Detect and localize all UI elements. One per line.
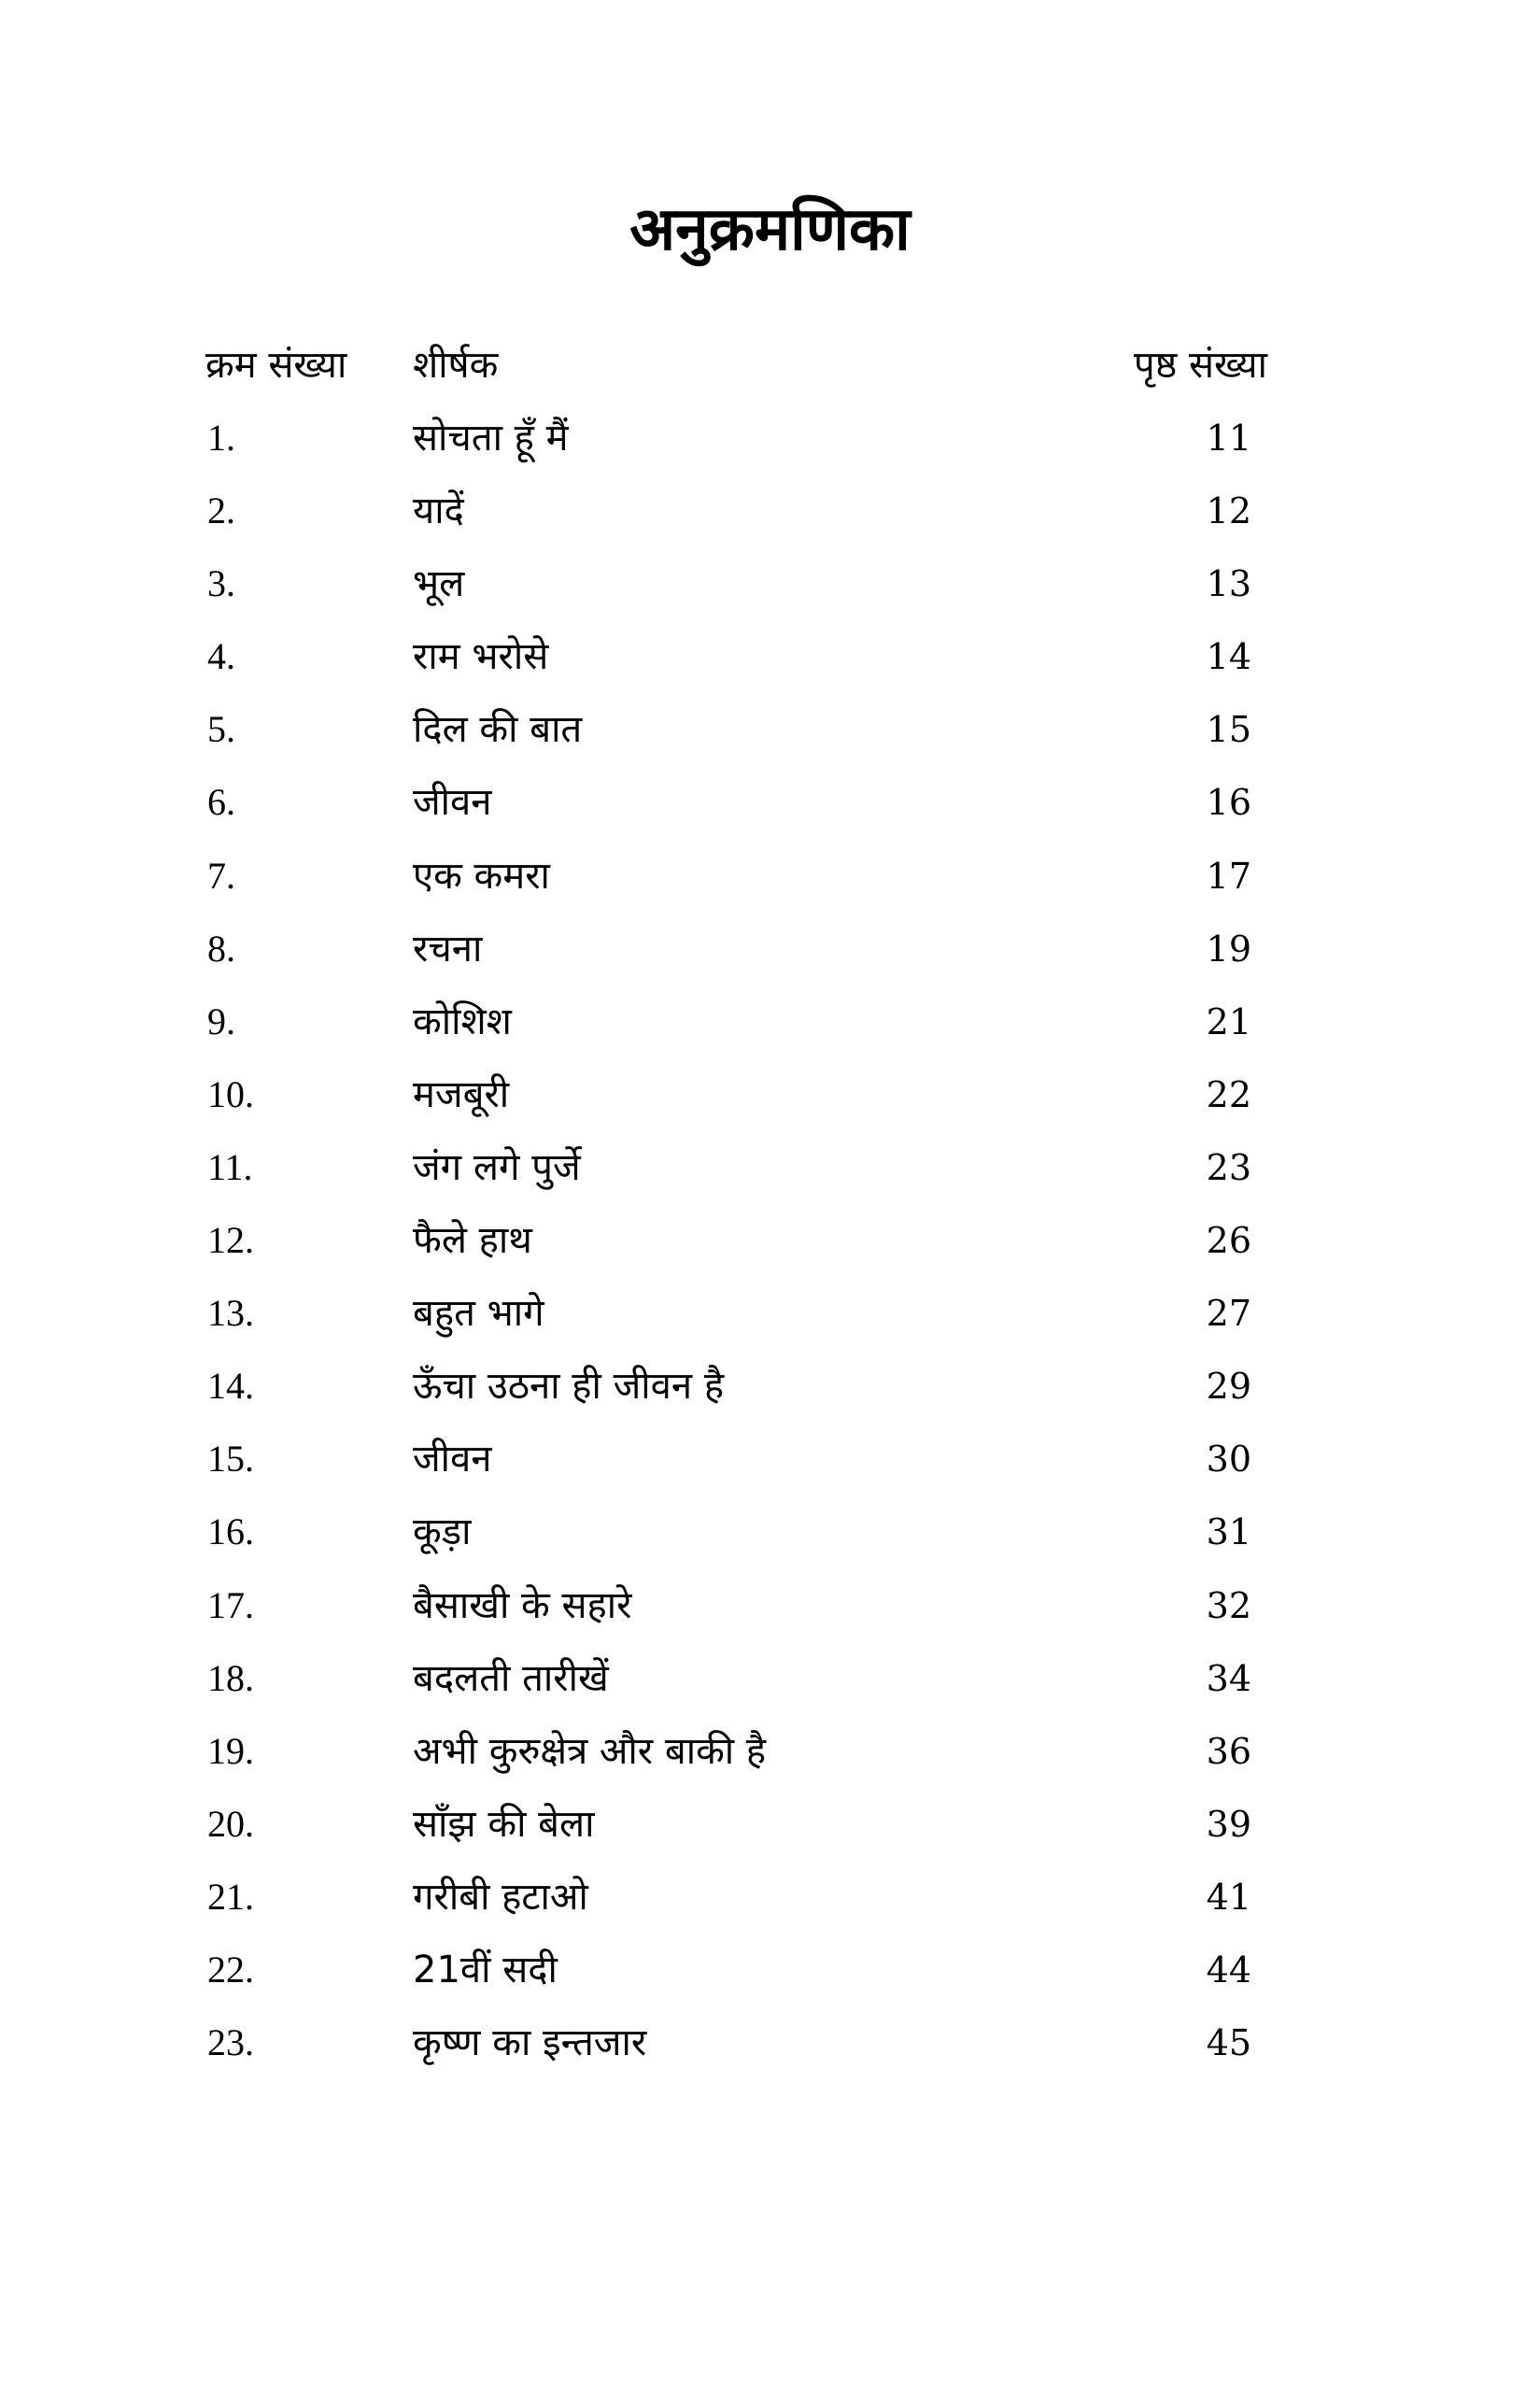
entry-page: 34 (1206, 1657, 1251, 1699)
entry-title: कूड़ा (413, 1510, 472, 1554)
entry-number: 12. (207, 1219, 254, 1262)
entry-number: 6. (207, 781, 235, 824)
toc-entry[interactable] (0, 402, 1540, 475)
entry-title: जीवन (413, 781, 492, 825)
toc-entry[interactable] (0, 1861, 1540, 1934)
entry-number: 19. (207, 1729, 254, 1772)
toc-entry[interactable] (0, 1495, 1540, 1568)
entry-page: 44 (1206, 1949, 1251, 1991)
entry-page: 41 (1206, 1876, 1251, 1918)
entry-page: 30 (1206, 1439, 1251, 1481)
entry-page: 29 (1206, 1366, 1251, 1408)
entry-title: एक कमरा (413, 854, 550, 898)
entry-number: 16. (207, 1510, 254, 1553)
entry-title: जंग लगे पुर्जे (413, 1145, 581, 1189)
page-title: अनुक्रमणिका (629, 195, 911, 264)
entry-page: 36 (1206, 1730, 1251, 1772)
entry-title: राम भरोसे (413, 635, 549, 679)
toc-entry[interactable] (0, 1423, 1540, 1495)
entry-number: 7. (207, 854, 235, 897)
entry-page: 11 (1206, 418, 1251, 459)
entry-number: 9. (207, 999, 235, 1042)
toc-entry[interactable] (0, 693, 1540, 766)
entry-number: 5. (207, 708, 235, 751)
toc-entry[interactable] (0, 1569, 1540, 1642)
entry-page: 17 (1206, 855, 1251, 897)
toc-entry[interactable] (0, 1277, 1540, 1350)
entry-number: 4. (207, 635, 235, 678)
entry-title: साँझ की बेला (413, 1802, 595, 1846)
entry-page: 13 (1206, 563, 1251, 605)
toc-entry[interactable] (0, 766, 1540, 839)
toc-entry[interactable] (0, 475, 1540, 547)
entry-page: 19 (1206, 928, 1251, 970)
entry-title: दिल की बात (413, 708, 583, 752)
header-page-number: पृष्ठ संख्या (1134, 344, 1267, 387)
entry-number: 18. (207, 1656, 254, 1699)
entry-number: 3. (207, 562, 235, 605)
toc-entry[interactable] (0, 1788, 1540, 1861)
entry-title: भूल (413, 562, 465, 606)
entry-title: मजबूरी (413, 1072, 510, 1116)
toc-entry[interactable] (0, 1715, 1540, 1788)
entry-page: 39 (1206, 1803, 1251, 1845)
toc-entry[interactable] (0, 840, 1540, 913)
entry-page: 15 (1206, 709, 1251, 751)
entry-title: ऊँचा उठना ही जीवन है (413, 1365, 725, 1409)
entry-page: 16 (1206, 782, 1251, 824)
entry-page: 23 (1206, 1146, 1251, 1188)
entry-page: 31 (1206, 1511, 1251, 1553)
toc-entry[interactable] (0, 2006, 1540, 2079)
toc-header-row (0, 333, 1540, 398)
entry-page: 27 (1206, 1293, 1251, 1335)
toc-entry[interactable] (0, 1204, 1540, 1277)
toc-entry[interactable] (0, 1350, 1540, 1423)
toc-entry[interactable] (0, 913, 1540, 985)
header-serial-number: क्रम संख्या (205, 344, 347, 387)
entry-number: 8. (207, 927, 235, 970)
entry-title: कोशिश (413, 999, 512, 1043)
entry-title: बहुत भागे (413, 1292, 544, 1336)
entry-title: बैसाखी के सहारे (413, 1583, 632, 1627)
toc-entry[interactable] (0, 1934, 1540, 2006)
header-title: शीर्षक (413, 344, 499, 387)
entry-number: 17. (207, 1583, 254, 1626)
entry-page: 14 (1206, 636, 1251, 678)
toc-entry[interactable] (0, 620, 1540, 693)
entry-number: 23. (207, 2021, 254, 2064)
entry-page: 12 (1206, 490, 1251, 532)
entry-title: यादें (413, 489, 464, 533)
entry-page: 45 (1206, 2022, 1251, 2064)
table-of-contents (0, 402, 1540, 2079)
entry-title: कृष्ण का इन्तजार (413, 2021, 647, 2065)
toc-entry[interactable] (0, 1642, 1540, 1715)
toc-entry[interactable] (0, 547, 1540, 620)
entry-number: 15. (207, 1438, 254, 1481)
entry-number: 20. (207, 1802, 254, 1845)
entry-title: गरीबी हटाओ (413, 1875, 588, 1919)
entry-page: 21 (1206, 1000, 1251, 1042)
entry-title: बदलती तारीखें (413, 1656, 609, 1700)
toc-entry[interactable] (0, 1131, 1540, 1204)
entry-title: सोचता हूँ मैं (413, 417, 569, 460)
entry-number: 22. (207, 1948, 254, 1991)
toc-entry[interactable] (0, 985, 1540, 1058)
entry-number: 2. (207, 489, 235, 532)
entry-number: 14. (207, 1365, 254, 1408)
entry-title: 21वीं सदी (413, 1948, 558, 1991)
entry-page: 22 (1206, 1073, 1251, 1115)
entry-number: 1. (207, 417, 235, 459)
entry-page: 32 (1206, 1584, 1251, 1626)
entry-title: जीवन (413, 1438, 492, 1481)
toc-entry[interactable] (0, 1058, 1540, 1131)
entry-number: 21. (207, 1875, 254, 1918)
entry-title: अभी कुरुक्षेत्र और बाकी है (413, 1729, 767, 1773)
entry-title: फैले हाथ (413, 1219, 532, 1263)
entry-number: 10. (207, 1072, 254, 1115)
entry-number: 13. (207, 1292, 254, 1335)
entry-page: 26 (1206, 1220, 1251, 1262)
entry-number: 11. (207, 1145, 253, 1188)
entry-title: रचना (413, 927, 483, 971)
